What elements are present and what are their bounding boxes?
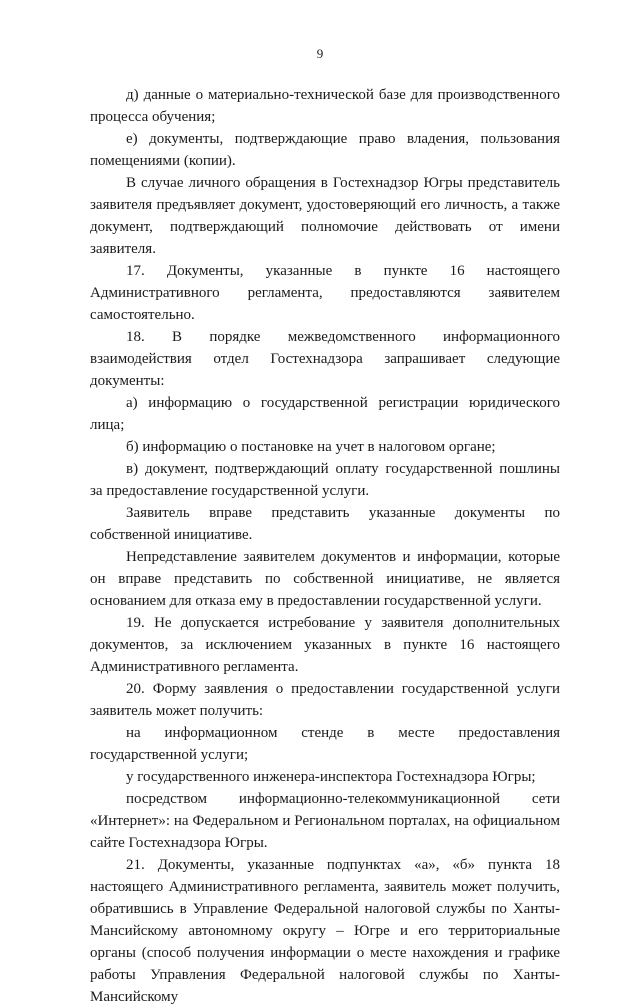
paragraph-item-e: е) документы, подтверждающие право владения, пользования помещениями (копии). — [90, 131, 560, 169]
paragraph-21: 21. Документы, указанные подпунктах «а», «б» пункта 18 настоящего Административного регламента, заявитель может получить, обратившись в Управление Федеральной налоговой службы по Ханты-Мансийскому автономному округу – Югре и его территориальные органы (способ получения информации о месте нахождения и графике работы Управления Федеральной налоговой службы по Ханты-Мансийскому — [90, 857, 560, 1005]
paragraph-20: 20. Форму заявления о предоставлении государственной услуги заявитель может получить: — [90, 681, 560, 719]
page-number: 9 — [316, 46, 324, 61]
paragraph-20-inspector: у государственного инженера-инспектора Гостехнадзора Югры; — [126, 769, 536, 785]
document-body — [90, 84, 560, 1008]
paragraph-18-a: а) информацию о государственной регистрации юридического лица; — [90, 395, 560, 433]
paragraph-non-submission: Непредставление заявителем документов и информации, которые он вправе представить по собственной инициативе, не является основанием для отказа ему в предоставлении государственной услуги. — [90, 549, 560, 609]
paragraph-18: 18. В порядке межведомственного информационного взаимодействия отдел Гостехнадзора запрашивает следующие документы: — [90, 329, 560, 389]
paragraph-19: 19. Не допускается истребование у заявителя дополнительных документов, за исключением указанных в пункте 16 настоящего Административного регламента. — [90, 615, 560, 675]
paragraph-20-internet: посредством информационно-телекоммуникационной сети «Интернет»: на Федеральном и Региональном порталах, на официальном сайте Гостехнадзора Югры. — [90, 791, 560, 851]
paragraph-20-stand: на информационном стенде в месте предоставления государственной услуги; — [90, 725, 560, 763]
paragraph-own-initiative: Заявитель вправе представить указанные документы по собственной инициативе. — [90, 505, 560, 543]
paragraph-personal-appeal: В случае личного обращения в Гостехнадзор Югры представитель заявителя предъявляет документ, удостоверяющий его личность, а также документ, подтверждающий полномочие действовать от имени заявителя. — [90, 175, 560, 257]
paragraph-18-b: б) информацию о постановке на учет в налоговом органе; — [126, 439, 496, 455]
paragraph-item-d: д) данные о материально-технической базе для производственного процесса обучения; — [90, 87, 560, 125]
paragraph-17: 17. Документы, указанные в пункте 16 настоящего Административного регламента, предоставляются заявителем самостоятельно. — [90, 263, 560, 323]
paragraph-18-v: в) документ, подтверждающий оплату государственной пошлины за предоставление государственной услуги. — [90, 461, 560, 499]
